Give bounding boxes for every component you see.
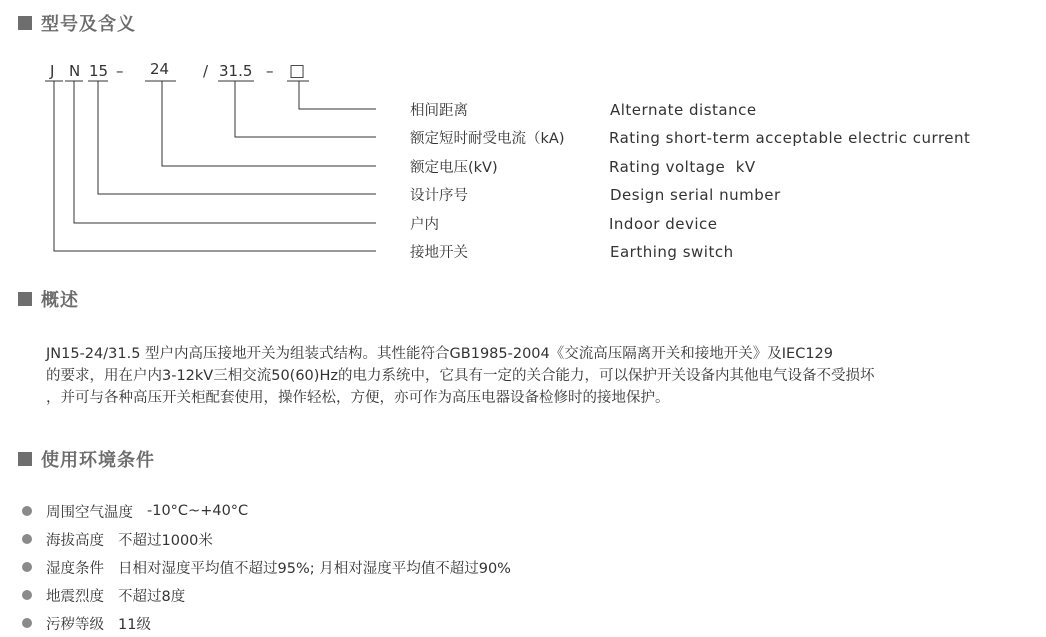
- model-code-diagram: [0, 0, 1046, 290]
- environment-value: -10°C~+40°C: [147, 503, 249, 519]
- meaning-cn-1: 额定短时耐受电流（kA): [410, 131, 565, 147]
- environment-list: [22, 497, 511, 637]
- meaning-cn-3: 设计序号: [410, 188, 468, 204]
- connector-indoor: [74, 81, 376, 223]
- section-square-icon: [18, 452, 32, 466]
- bullet-icon: [22, 590, 32, 600]
- bullet-icon: [22, 618, 32, 628]
- environment-item: [22, 609, 511, 637]
- overview-paragraph: [46, 343, 1026, 409]
- code-part-24: 24: [150, 60, 170, 78]
- section-header-overview: [18, 288, 79, 310]
- overview-line: ，并可与各种高压开关柜配套使用，操作轻松，方便，亦可作为高压电器设备检修时的接地保护。: [46, 390, 670, 406]
- section-title-environment: 使用环境条件: [41, 450, 155, 471]
- environment-value: 日相对湿度平均值不超过95%; 月相对湿度平均值不超过90%: [118, 560, 511, 577]
- code-part-j: J: [50, 62, 55, 80]
- connector-voltage: [162, 81, 376, 166]
- bullet-icon: [22, 506, 32, 516]
- environment-value: 不超过1000米: [118, 532, 213, 549]
- environment-key: 海拔高度: [46, 532, 104, 549]
- section-header-environment: [18, 448, 155, 470]
- environment-key: 地震烈度: [46, 588, 104, 605]
- environment-value: 不超过8度: [118, 588, 186, 605]
- environment-key: 污秽等级: [46, 616, 104, 633]
- environment-item: [22, 553, 511, 581]
- environment-key: 周围空气温度: [46, 504, 133, 521]
- meaning-en-3: Design serial number: [610, 186, 781, 204]
- bullet-icon: [22, 534, 32, 544]
- environment-item: [22, 525, 511, 553]
- code-part-dash-1: –: [116, 62, 124, 80]
- meaning-cn-4: 户内: [410, 217, 439, 233]
- environment-item: [22, 581, 511, 609]
- meaning-en-4: Indoor device: [609, 215, 718, 233]
- overview-line: 的要求，用在户内3-12kV三相交流50(60)Hz的电力系统中，它具有一定的关合能力，可以保护开关设备内其他电气设备不受损坏: [46, 368, 875, 384]
- code-part-box: □: [289, 61, 306, 81]
- meaning-cn-2: 额定电压(kV): [410, 160, 498, 176]
- meaning-cn-5: 接地开关: [410, 245, 468, 261]
- meaning-en-1: Rating short-term acceptable electric current: [609, 129, 971, 147]
- meaning-en-5: Earthing switch: [610, 243, 734, 261]
- section-title-model: 型号及含义: [41, 14, 136, 35]
- code-part-15: 15: [89, 62, 109, 80]
- bullet-icon: [22, 562, 32, 572]
- meaning-cn-0: 相间距离: [410, 103, 468, 119]
- environment-item: [22, 497, 511, 525]
- section-square-icon: [18, 292, 32, 306]
- overview-line: JN15-24/31.5 型户内高压接地开关为组装式结构。其性能符合GB1985-2004《交流高压隔离开关和接地开关》及IEC129: [46, 346, 833, 362]
- code-part-slash: /: [203, 62, 209, 80]
- code-part-31-5: 31.5: [219, 62, 253, 80]
- code-part-n: N: [69, 62, 81, 80]
- meaning-en-0: Alternate distance: [610, 101, 757, 119]
- environment-value: 11级: [118, 616, 151, 633]
- code-part-dash-2: –: [266, 62, 274, 80]
- environment-key: 湿度条件: [46, 560, 104, 577]
- connector-alternate-distance: [299, 81, 376, 109]
- section-title-overview: 概述: [41, 290, 79, 311]
- meaning-en-2: Rating voltage kV: [609, 158, 756, 176]
